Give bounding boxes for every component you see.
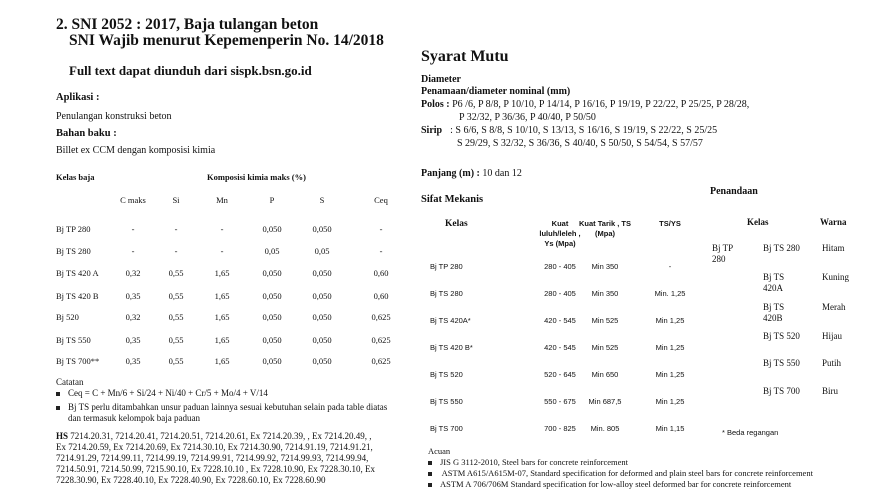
mk-cell-ys: 420 - 545 — [544, 343, 576, 352]
penandaan-kelas — [763, 272, 784, 294]
chem-cell: - — [379, 246, 383, 256]
panjang-value: 10 dan 12 — [482, 168, 522, 179]
penandaan-warna: Merah — [822, 302, 846, 312]
mk-cell-ratio: Min. 1,25 — [654, 289, 686, 298]
mk-cell-ratio: - — [668, 262, 672, 271]
penandaan-kelas-line1: Bj TS 520 — [763, 331, 800, 341]
chem-cell: 0,35 — [125, 356, 141, 366]
hs-line: 7214.91.29, 7214.99.11, 7214.99.19, 7214.99.91, 7214.99.92, 7214.99.93, 7214.99.94, — [56, 453, 369, 463]
chem-cell: - — [174, 246, 178, 256]
mk-cell-ys: 420 - 545 — [544, 316, 576, 325]
sirip-values: S 6/6, S 8/8, S 10/10, S 13/13, S 16/16, S 19/19, S 22/22, S 25/25 — [455, 125, 718, 136]
mk-cell-ts: Min 525 — [591, 343, 619, 352]
chem-column-header: P — [269, 195, 275, 205]
mk-header-ys-2: luluh/leleh , — [539, 229, 581, 238]
penandaan-kelas — [763, 302, 784, 324]
catatan-text: Ceq = C + Mn/6 + Si/24 + Ni/40 + Cr/5 + Mo/4 + V/14 — [68, 388, 268, 398]
acuan-item — [428, 479, 791, 489]
acuan-label: Acuan — [428, 446, 451, 456]
mk-cell-ts: Min 650 — [591, 370, 619, 379]
chem-cell: 0,050 — [312, 291, 332, 301]
acuan-text: ASTM A 706/706M Standard specification for low-alloy steel deformed bar for concrete reinforcement — [440, 479, 792, 489]
mk-header-ys-3: Ys (Mpa) — [544, 239, 576, 248]
penandaan-kelas-line1: Bj TS 550 — [763, 358, 800, 368]
acuan-item — [428, 468, 813, 478]
sirip-line-continued: S 29/29, S 32/32, S 36/36, S 40/40, S 50/50, S 54/54, S 57/57 — [457, 138, 703, 149]
penandaan-side-label — [712, 243, 733, 265]
mk-row-kelas: Bj TS 420 B* — [430, 343, 473, 352]
hs-line: 7228.30.90, Ex 7228.40.10, Ex 7228.40.90, Ex 7228.60.10, Ex 7228.60.90 — [56, 475, 326, 485]
fulltext-note: Full text dapat diunduh dari sispk.bsn.go.id — [69, 63, 312, 78]
mk-cell-ys: 550 - 675 — [544, 397, 576, 406]
mk-cell-ratio: Min 1,25 — [655, 316, 685, 325]
sifat-mekanis-title: Sifat Mekanis — [421, 194, 484, 205]
chem-column-header: Ceq — [374, 195, 388, 205]
panjang-line — [421, 168, 522, 179]
chem-column-header: Mn — [216, 195, 228, 205]
bullet-icon — [428, 483, 432, 487]
mk-row-kelas: Bj TS 420A* — [430, 316, 471, 325]
penandaan-kelas-line2: 420A — [763, 283, 783, 293]
mk-row-kelas: Bj TS 700 — [430, 424, 463, 433]
chem-cell: 1,65 — [214, 356, 230, 366]
penandaan-col-kelas: Kelas — [747, 217, 769, 227]
chem-cell: 0,050 — [312, 312, 332, 322]
bullet-icon — [56, 406, 60, 410]
penandaan-kelas-line1: Bj TS — [763, 272, 785, 282]
bullet-icon — [56, 392, 60, 396]
catatan-text: Bj TS perlu ditambahkan unsur paduan lainnya sesuai kebutuhan selain pada table diatas — [68, 402, 388, 412]
penandaan-warna: Putih — [822, 358, 842, 368]
chem-cell: 1,65 — [214, 268, 230, 278]
acuan-text: ASTM A615/A615M-07, Standard specification for deformed and plain steel bars for concrete reinforcement — [440, 468, 813, 478]
mk-cell-ts: Min. 805 — [590, 424, 620, 433]
chem-cell: 0,050 — [262, 312, 282, 322]
mk-header-ys-1: Kuat — [551, 219, 569, 228]
mk-cell-ts: Min 350 — [591, 262, 619, 271]
document-title: 2. SNI 2052 : 2017, Baja tulangan beton — [56, 16, 319, 33]
polos-line — [421, 99, 749, 110]
mk-header-ratio: TS/YS — [659, 219, 681, 228]
bullet-icon — [428, 472, 432, 476]
penandaan-kelas — [763, 358, 800, 369]
chem-cell: 0,55 — [168, 356, 184, 366]
penamaan-label: Penamaan/diameter nominal (mm) — [421, 86, 571, 97]
chem-column-header: S — [319, 195, 325, 205]
mk-row-kelas: Bj TS 550 — [430, 397, 463, 406]
chem-cell: 0,625 — [371, 312, 391, 322]
penandaan-side-2: 280 — [712, 254, 726, 264]
chem-row-kelas: Bj TS 700** — [56, 356, 100, 366]
penandaan-warna: Hitam — [822, 243, 845, 253]
chem-cell: 0,32 — [125, 312, 141, 322]
chem-cell: 0,050 — [262, 224, 282, 234]
mk-cell-ys: 280 - 405 — [544, 262, 576, 271]
mk-row-kelas: Bj TS 280 — [430, 289, 463, 298]
polos-values: P6 /6, P 8/8, P 10/10, P 14/14, P 16/16, P 19/19, P 22/22, P 25/25, P 28/28, — [452, 99, 750, 110]
polos-label: Polos : — [421, 99, 450, 110]
chem-cell: 0,050 — [312, 356, 332, 366]
chem-cell: 0,35 — [125, 335, 141, 345]
acuan-item — [428, 457, 628, 467]
penandaan-side-1: Bj TP — [712, 243, 734, 253]
bahan-baku-value: Billet ex CCM dengan komposisi kimia — [56, 145, 216, 156]
chem-cell: - — [131, 246, 135, 256]
sirip-line — [421, 125, 717, 136]
mk-cell-ts: Min 525 — [591, 316, 619, 325]
penandaan-kelas — [763, 331, 800, 342]
catatan-label: Catatan — [56, 377, 84, 387]
hs-line: 7214.50.91, 7214.50.99, 7215.90.10, Ex 7228.10.10 , Ex 7228.10.90, Ex 7228.30.10, Ex — [56, 464, 375, 474]
chem-cell: 0,35 — [125, 291, 141, 301]
mk-cell-ratio: Min 1,25 — [655, 397, 685, 406]
chem-cell: - — [131, 224, 135, 234]
sirip-colon: : — [450, 125, 453, 136]
penandaan-title: Penandaan — [710, 186, 758, 197]
catatan-item — [56, 402, 387, 412]
aplikasi-value: Penulangan konstruksi beton — [56, 111, 172, 122]
penandaan-col-warna: Warna — [820, 217, 847, 227]
penandaan-kelas-line1: Bj TS 700 — [763, 386, 800, 396]
chem-cell: 0,050 — [312, 268, 332, 278]
chem-cell: 1,65 — [214, 335, 230, 345]
mk-cell-ys: 520 - 645 — [544, 370, 576, 379]
mk-row-kelas: Bj TP 280 — [430, 262, 463, 271]
mk-cell-ts: Min 687,5 — [588, 397, 622, 406]
mk-cell-ys: 700 - 825 — [544, 424, 576, 433]
chem-cell: 1,65 — [214, 291, 230, 301]
hs-line — [56, 431, 372, 441]
aplikasi-label: Aplikasi : — [56, 92, 100, 103]
chem-cell: 0,050 — [262, 268, 282, 278]
mk-header-ts-2: (Mpa) — [595, 229, 615, 238]
penandaan-footnote: * Beda regangan — [722, 428, 779, 437]
penandaan-kelas-line2: 420B — [763, 313, 783, 323]
chem-cell: - — [174, 224, 178, 234]
chem-cell: 0,050 — [312, 335, 332, 345]
penandaan-kelas — [763, 243, 800, 254]
catatan-item — [56, 388, 268, 398]
chem-row-kelas: Bj TS 420 A — [56, 268, 99, 278]
penandaan-kelas — [763, 386, 800, 397]
chem-cell: 0,60 — [373, 268, 389, 278]
chem-cell: - — [220, 224, 224, 234]
chem-column-header: Si — [172, 195, 180, 205]
penandaan-kelas-line1: Bj TS — [763, 302, 785, 312]
chem-cell: 0,55 — [168, 268, 184, 278]
mk-header-ts-1: Kuat Tarik , TS — [579, 219, 631, 228]
sirip-label: Sirip — [421, 125, 443, 136]
chem-cell: 1,65 — [214, 312, 230, 322]
mk-header-kelas: Kelas — [445, 219, 468, 229]
syarat-mutu-title: Syarat Mutu — [421, 48, 509, 65]
chem-cell: 0,050 — [262, 356, 282, 366]
chem-cell: 0,625 — [371, 356, 391, 366]
mk-cell-ratio: Min 1,25 — [655, 370, 685, 379]
chem-row-kelas: Bj TS 550 — [56, 335, 91, 345]
bahan-baku-label: Bahan baku : — [56, 128, 117, 139]
penandaan-warna: Kuning — [822, 272, 849, 282]
mk-row-kelas: Bj TS 520 — [430, 370, 463, 379]
chem-cell: 0,55 — [168, 291, 184, 301]
chem-row-kelas: Bj TS 280 — [56, 246, 91, 256]
chem-cell: 0,32 — [125, 268, 141, 278]
panjang-label: Panjang (m) : — [421, 168, 480, 179]
catatan-item-continued: dan termasuk kelompok baja paduan — [68, 413, 200, 423]
chem-row-kelas: Bj TS 420 B — [56, 291, 99, 301]
chem-row-header: Kelas baja — [56, 172, 95, 182]
chem-cell: - — [379, 224, 383, 234]
chem-row-kelas: Bj 520 — [56, 312, 79, 322]
chem-cell: 0,55 — [168, 312, 184, 322]
chem-cell: 0,625 — [371, 335, 391, 345]
chem-group-header: Komposisi kimia maks (%) — [207, 172, 306, 182]
chem-cell: 0,60 — [373, 291, 389, 301]
chem-cell: 0,050 — [262, 291, 282, 301]
chem-cell: 0,05 — [264, 246, 280, 256]
polos-line-continued: P 32/32, P 36/36, P 40/40, P 50/50 — [459, 112, 596, 123]
hs-label: HS — [56, 431, 69, 441]
mk-cell-ys: 280 - 405 — [544, 289, 576, 298]
bullet-icon — [428, 461, 432, 465]
chem-cell: 0,05 — [314, 246, 330, 256]
chem-cell: - — [220, 246, 224, 256]
penandaan-warna: Hijau — [822, 331, 842, 341]
chem-cell: 0,050 — [262, 335, 282, 345]
acuan-text: JIS G 3112-2010, Steel bars for concrete reinforcement — [440, 457, 629, 467]
hs-line: Ex 7214.20.59, Ex 7214.20.69, Ex 7214.30.10, Ex 7214.30.90, 7214.91.19, 7214.91.21, — [56, 442, 373, 452]
penandaan-warna: Biru — [822, 386, 839, 396]
mk-cell-ratio: Min 1,15 — [655, 424, 685, 433]
chem-cell: 0,55 — [168, 335, 184, 345]
chem-row-kelas: Bj TP 280 — [56, 224, 91, 234]
mk-cell-ratio: Min 1,25 — [655, 343, 685, 352]
diameter-label: Diameter — [421, 74, 461, 85]
chem-column-header: C maks — [120, 195, 146, 205]
mk-cell-ts: Min 350 — [591, 289, 619, 298]
document-subtitle: SNI Wajib menurut Kepemenperin No. 14/2018 — [69, 32, 384, 49]
mk-header-ts — [560, 219, 650, 239]
penandaan-kelas-line1: Bj TS 280 — [763, 243, 800, 253]
hs-codes: 7214.20.31, 7214.20.41, 7214.20.51, 7214.20.61, Ex 7214.20.39, , Ex 7214.20.49, , — [70, 431, 372, 441]
chem-cell: 0,050 — [312, 224, 332, 234]
